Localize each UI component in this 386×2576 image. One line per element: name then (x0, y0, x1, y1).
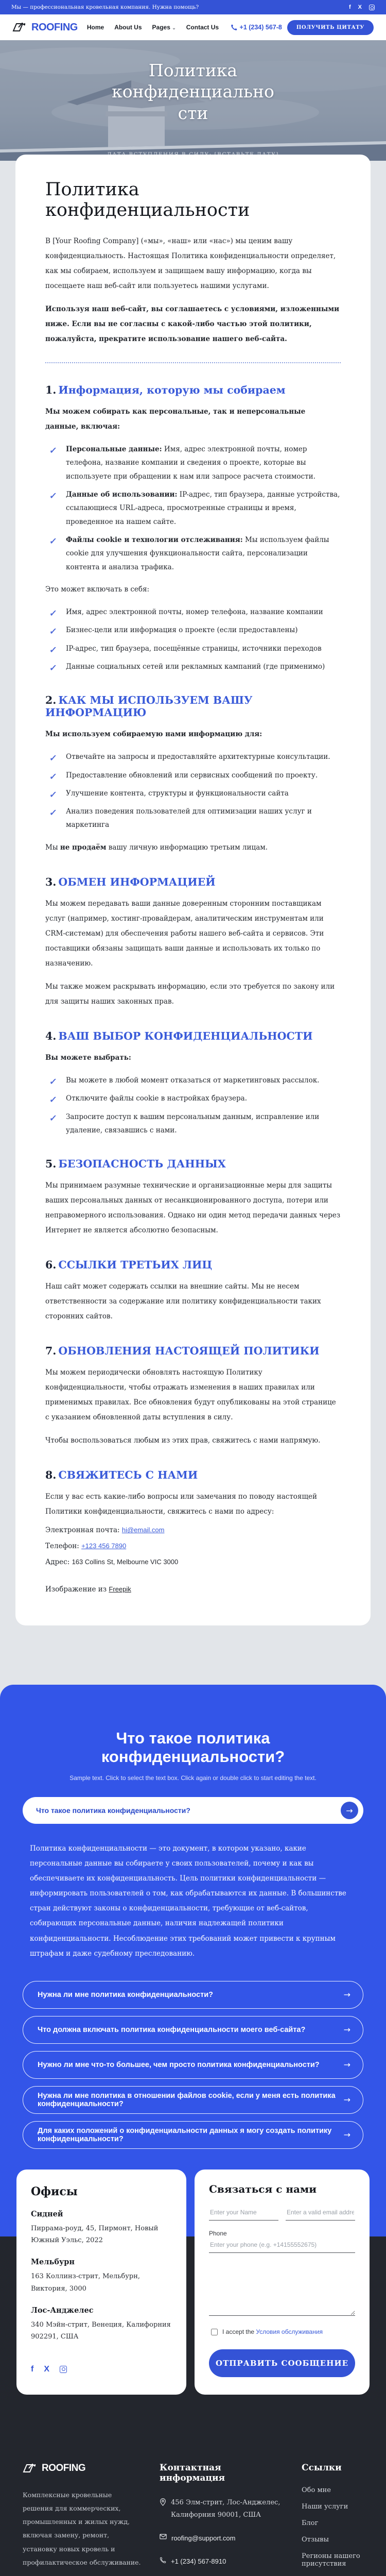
section-1-lead: Мы можем собирать как персональные, так и неперсональные данные, включая: (45, 408, 306, 431)
footer-email[interactable]: roofing@support.com (160, 2532, 283, 2545)
check-icon (48, 623, 58, 640)
message-textarea[interactable] (209, 2258, 355, 2316)
privacy-policy-card (15, 155, 371, 1625)
nav-item-contact[interactable]: Contact Us (186, 24, 219, 31)
check-item: ✓ Бизнес-цели или информация о проекте (если предоставлены) (45, 623, 341, 637)
nav-item-home[interactable]: Home (86, 24, 104, 31)
section-6-para: Наш сайт может содержать ссылки на внешние сайты. Мы не несем ответственности за содержание или политику конфиденциальности таких сторонних сайтов. (45, 1282, 321, 1321)
section-2-heading: 2. КАК МЫ ИСПОЛЬЗУЕМ ВАШУ ИНФОРМАЦИЮ (45, 694, 253, 719)
hero-banner (0, 40, 386, 161)
arrow-right-icon: → (343, 2060, 350, 2070)
image-credit-line: Изображение из Freepik (45, 1585, 131, 1594)
faq-search-box[interactable] (23, 1797, 363, 1824)
check-item: ✓ Отвечайте на запросы и предоставляйте архитектурные консультации. (45, 750, 341, 764)
footer-brand-name: ROOFING (42, 2462, 86, 2473)
x-twitter-icon[interactable]: X (358, 4, 362, 10)
brand-name: ROOFING (31, 21, 78, 33)
faq-section (0, 1685, 386, 2169)
check-icon (48, 533, 58, 550)
section-8-heading: 8. СВЯЖИТЕСЬ С НАМИ (45, 1469, 198, 1482)
main-nav (0, 14, 386, 40)
footer (0, 2419, 386, 2576)
logo[interactable] (12, 22, 78, 33)
check-icon (48, 1092, 58, 1109)
section-7-para-1: Мы можем периодически обновлять настоящую Политику конфиденциальности, чтобы отражать изменения в наших правилах или применимых правилах. Все обновления будут опубликованы на этой странице с указанием обновленной даты вступления в силу. (45, 1368, 336, 1422)
accept-terms-text: I accept the Условия обслуживания (222, 2328, 323, 2336)
x-twitter-icon[interactable]: X (44, 2364, 49, 2374)
arrow-right-icon: → (343, 2095, 350, 2105)
section-1-list (45, 443, 341, 574)
check-item: ✓ Запросите доступ к вашим персональным данным, исправление или удаление, связавшись с нами. (45, 1110, 341, 1138)
faq-item-1[interactable]: Нужна ли мне политика конфиденциальности? → (23, 1981, 363, 2009)
footer-link-regions[interactable]: Регионы нашего присутствия (302, 2552, 360, 2568)
terms-of-service-link[interactable]: Условия обслуживания (256, 2328, 323, 2336)
nav-item-about[interactable]: About Us (114, 24, 142, 31)
check-icon (48, 660, 58, 677)
faq-definition-paragraph: Политика конфиденциальности — это документ, в котором указано, какие персональные данные вы собираете у своих пользователей, почему и как вы обеспечиваете их конфиденциальность. Цель политики конфиденциальности — информировать пользователей о том, как обрабатываются их данные. В большинстве стран действуют законы о конфиденциальности, требующие от веб-сайтов, собирающих персональные данные, наличия надлежащей политики конфиденциальности. Несоблюдение этих требований может привести к крупным штрафам и даже судебному преследованию. (30, 1844, 346, 1958)
roof-logo-icon (23, 2463, 39, 2473)
office-address: 340 Мэйн-стрит, Венеция, Калифорния 902291, США (31, 2321, 171, 2341)
faq-subtitle: Sample text. Click to select the text box. Click again or double click to start editing the text. (69, 1774, 317, 1782)
section-3-heading: 3. ОБМЕН ИНФОРМАЦИЕЙ (45, 875, 216, 888)
office-city: Мельбурн (31, 2258, 75, 2267)
faq-item-4[interactable]: Нужна ли мне политика в отношении файлов cookie, если у меня есть политика конфиденциальности? → (23, 2086, 363, 2114)
check-item: ✓ Файлы cookie и технологии отслеживания: Мы используем файлы cookie для улучшения функциональности сайта, персонализации контента и анализа трафика. (45, 533, 341, 574)
phone-link[interactable]: +123 456 7890 (81, 1542, 127, 1550)
check-item: ✓ Вы можете в любой момент отказаться от маркетинговых рассылок. (45, 1074, 341, 1087)
office-address: 163 Коллинз-стрит, Мельбурн, Виктория, 3000 (31, 2273, 141, 2293)
check-icon (48, 769, 58, 786)
faq-item-3[interactable]: Нужно ли мне что-то большее, чем просто политика конфиденциальности? → (23, 2051, 363, 2079)
footer-description: Комплексные кровельные решения для коммерческих, промышленных и жилых нужд, включая замену, ремонт, установку новых кровель и профилактическое обслуживание. (23, 2490, 141, 2566)
get-quote-button[interactable]: ПОЛУЧИТЬ ЦИТАТУ (287, 20, 374, 35)
footer-phone[interactable]: +1 (234) 567-8910 (160, 2555, 283, 2568)
phone-field-label: Phone (209, 2229, 227, 2237)
section-2-list (45, 750, 341, 832)
nav-item-pages[interactable]: Pages ⌄ (152, 24, 176, 31)
check-icon (48, 1110, 58, 1127)
check-item: ✓ Улучшение контента, структуры и функциональности сайта (45, 787, 341, 800)
policy-agreement-note: Используя наш веб-сайт, вы соглашаетесь с условиями, изложенными ниже. Если вы не согласны с какой-либо частью этой политики, пожалуйста, прекратите использование нашего веб-сайта. (45, 305, 340, 344)
chevron-down-icon: ⌄ (172, 25, 176, 30)
check-icon (48, 443, 58, 460)
contact-email-line: Электронная почта: hi@email.com (45, 1526, 165, 1535)
office-city: Сидней (31, 2209, 63, 2218)
location-pin-icon (160, 2498, 166, 2506)
section-2-lead: Мы используем собираемую нами информацию для: (45, 730, 262, 739)
dotted-divider (45, 362, 341, 363)
facebook-icon[interactable]: f (31, 2364, 34, 2374)
check-item: ✓ IP-адрес, тип браузера, посещённые страницы, источники переходов (45, 642, 341, 655)
no-sell-note: Мы не продаём вашу личную информацию третьим лицам. (45, 843, 268, 852)
contact-address-line: Адрес: 163 Collins St, Melbourne VIC 3000 (45, 1558, 179, 1567)
check-item: ✓ Отключите файлы cookie в настройках браузера. (45, 1092, 341, 1105)
policy-intro: В [Your Roofing Company] («мы», «наш» или «нас») мы ценим вашу конфиденциальность. Настоящая Политика конфиденциальности определяет, как мы собираем, используем и защищаем вашу информацию, когда вы посещаете наш веб-сайт или пользуетесь нашими услугами. (45, 237, 336, 291)
check-item: ✓ Данные об использовании: IP-адрес, тип браузера, данные устройства, ссылающиеся URL-адреса, просмотренные страницы и время, проведенное на нашем сайте. (45, 488, 341, 529)
contact-phone-line: Телефон: +123 456 7890 (45, 1542, 127, 1551)
footer-link-blog[interactable]: Блог (302, 2519, 319, 2527)
section-1-heading: 1. Информация, которую мы собираем (45, 384, 286, 397)
contact-form-card (195, 2170, 370, 2395)
check-item: ✓ Предоставление обновлений или сервисных сообщений по проекту. (45, 769, 341, 782)
header-phone-link[interactable]: +1 (234) 567-8 (231, 24, 282, 31)
name-input[interactable] (209, 2205, 278, 2221)
check-icon (48, 1074, 58, 1091)
instagram-icon[interactable] (369, 5, 375, 10)
faq-search-submit-button[interactable] (341, 1802, 358, 1819)
footer-link-services[interactable]: Наши услуги (302, 2502, 348, 2511)
offices-card (16, 2170, 186, 2395)
section-5-para: Мы принимаем разумные технические и организационные меры для защиты ваших персональных данных от несанкционированного доступа, потери или неправомерного использования. Однако ни один метод передачи данных через Интернет не является абсолютно безопасным. (45, 1181, 341, 1235)
section-3-para-2: Мы также можем раскрывать информацию, если это требуется по закону или для защиты наших законных прав. (45, 982, 335, 1006)
footer-link-reviews[interactable]: Отзывы (302, 2535, 329, 2544)
email-input[interactable] (286, 2205, 355, 2221)
check-icon (48, 642, 58, 659)
check-icon (48, 750, 58, 767)
arrow-right-icon: → (343, 2130, 350, 2140)
send-message-button[interactable]: ОТПРАВИТЬ СООБЩЕНИЕ (209, 2349, 355, 2377)
section-7-heading: 7. ОБНОВЛЕНИЯ НАСТОЯЩЕЙ ПОЛИТИКИ (45, 1345, 320, 1358)
footer-logo (23, 2463, 141, 2474)
phone-icon (160, 2557, 166, 2564)
section-8-para: Если у вас есть какие-либо вопросы или замечания по поводу настоящей Политики конфиденциальности, свяжитесь с нами по адресу: (45, 1493, 317, 1516)
check-icon (48, 805, 58, 822)
topbar-text: Мы — профессиональная кровельная компания. Нужна помощь? (11, 4, 199, 10)
facebook-icon[interactable]: f (348, 4, 351, 10)
check-item: ✓ Данные социальных сетей или рекламных кампаний (где применимо) (45, 660, 341, 673)
check-icon (48, 488, 58, 505)
phone-input[interactable] (209, 2237, 355, 2253)
faq-title: Что такое политика конфиденциальности? (101, 1729, 285, 1766)
footer-contact-title: Контактная информация (160, 2462, 225, 2483)
section-3-para-1: Мы можем передавать ваши данные доверенным сторонним поставщикам услуг (например, хостинг-провайдерам, аналитическим инструментам или CRM-системам) для обеспечения работы нашего веб-сайта и сервисов. Эти поставщики обязаны защищать ваши данные и использовать их только по назначению. (45, 899, 324, 968)
footer-link-about[interactable]: Обо мне (302, 2486, 331, 2494)
section-1-list-2 (45, 605, 341, 673)
footer-address: 456 Элм-стрит, Лос-Анджелес, Калифорния 90001, США (160, 2497, 283, 2522)
office-address: Пиррама-роуд, 45, Пирмонт, Новый Южный Уэльс, 2022 (31, 2224, 159, 2244)
arrow-right-icon: → (346, 1805, 353, 1816)
faq-item-5[interactable]: Для каких положений о конфиденциальности данных я могу создать политику конфиденциальности? → (23, 2121, 363, 2149)
section-7-para-2: Чтобы воспользоваться любым из этих прав, свяжитесь с нами напрямую. (45, 1436, 321, 1445)
instagram-icon[interactable] (60, 2366, 67, 2373)
hero-title: Политика конфиденциально сти (112, 60, 274, 123)
section-5-heading: 5. БЕЗОПАСНОСТЬ ДАННЫХ (45, 1158, 226, 1171)
check-icon (48, 787, 58, 804)
offices-contact-zone (0, 2170, 386, 2419)
accept-terms-checkbox[interactable] (211, 2329, 218, 2335)
check-item: ✓ Персональные данные: Имя, адрес электронной почты, номер телефона, название компании и сведения о проекте, которые вы используете при обращении к нам или запросе расчета стоимости. (45, 443, 341, 483)
contact-form-title: Связаться с нами (209, 2182, 317, 2195)
section-4-list (45, 1074, 341, 1137)
arrow-right-icon: → (343, 1990, 350, 2000)
section-6-heading: 6. ССЫЛКИ ТРЕТЬИХ ЛИЦ (45, 1259, 213, 1272)
arrow-right-icon: → (343, 2025, 350, 2035)
check-item: ✓ Имя, адрес электронной почты, номер телефона, название компании (45, 605, 341, 619)
freepik-link[interactable]: Freepik (109, 1585, 131, 1594)
section-1-mid: Это может включать в себя: (45, 585, 150, 594)
roof-logo-icon (12, 22, 29, 32)
offices-title: Офисы (31, 2184, 78, 2198)
check-icon (48, 605, 58, 622)
faq-search-text: Что такое политика конфиденциальности? (36, 1806, 190, 1815)
envelope-icon (160, 2534, 167, 2539)
policy-title: Политика конфиденциальности (45, 179, 250, 221)
office-city: Лос-Анджелес (31, 2306, 94, 2315)
topbar (0, 0, 386, 14)
section-4-lead: Вы можете выбрать: (45, 1053, 131, 1062)
email-link[interactable]: hi@email.com (121, 1526, 165, 1534)
faq-item-2[interactable]: Что должна включать политика конфиденциальности моего веб-сайта? → (23, 2016, 363, 2044)
phone-icon (231, 24, 237, 31)
check-item: ✓ Анализ поведения пользователей для оптимизации наших услуг и маркетинга (45, 805, 341, 832)
section-4-heading: 4. ВАШ ВЫБОР КОНФИДЕНЦИАЛЬНОСТИ (45, 1029, 313, 1042)
footer-links-title: Ссылки (302, 2462, 342, 2473)
